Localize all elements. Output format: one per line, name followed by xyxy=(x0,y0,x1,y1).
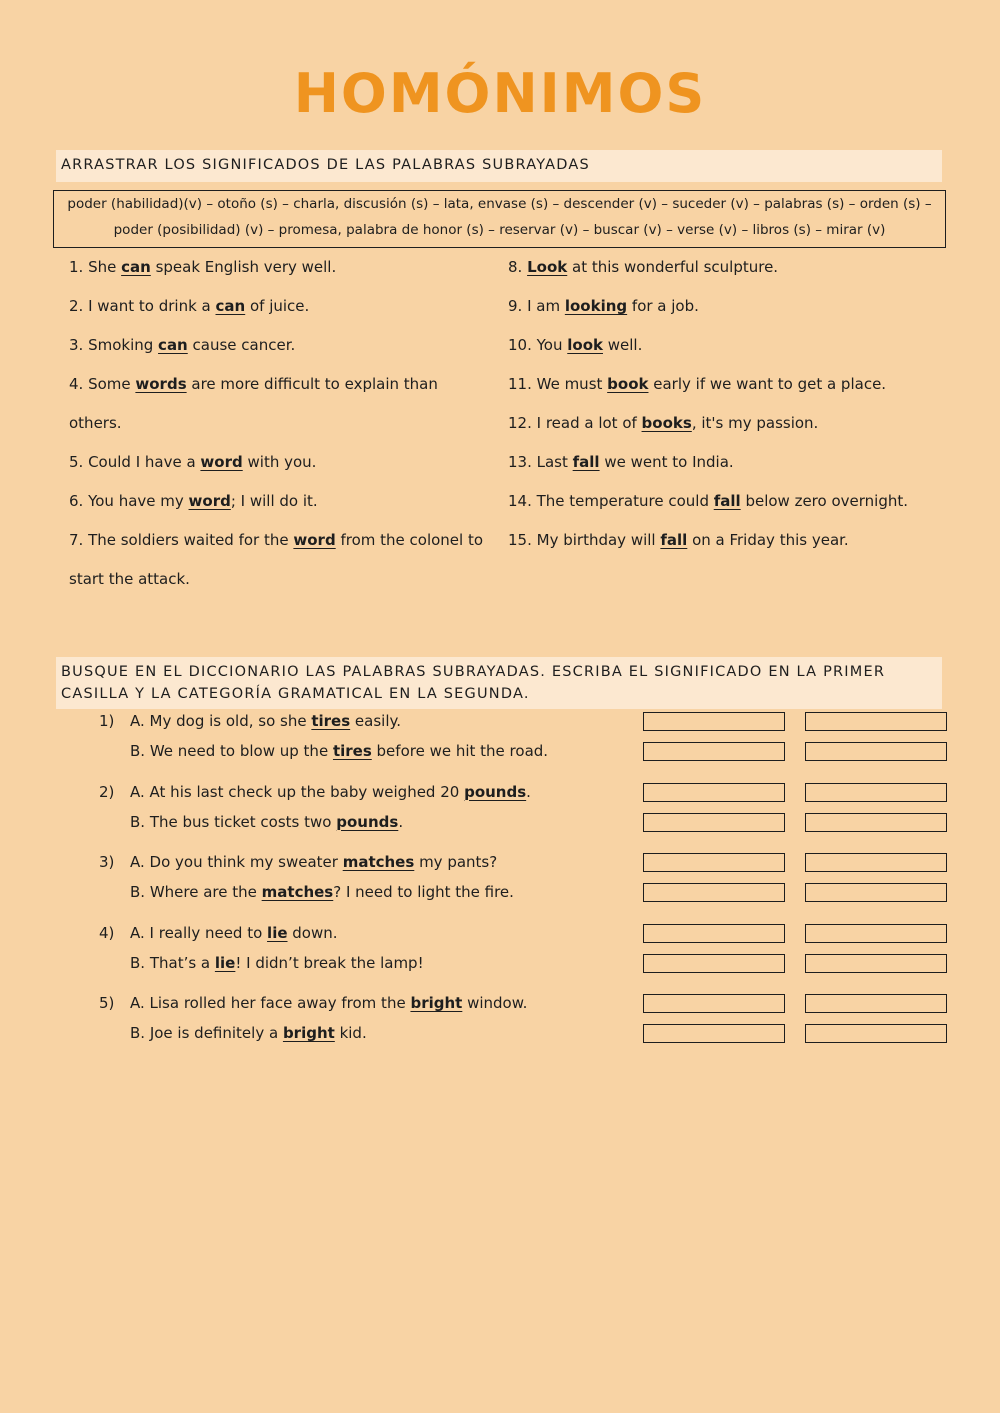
exercise-sentence xyxy=(130,924,338,942)
sentence-text: 13. Last xyxy=(508,453,573,471)
underlined-word: word xyxy=(293,531,336,549)
sentence-text: are more difficult to explain than xyxy=(186,375,438,393)
underlined-word: books xyxy=(641,414,692,432)
underlined-word: matches xyxy=(261,883,334,901)
sentence-text: , it's my passion. xyxy=(691,414,819,432)
exercise-row xyxy=(0,741,1000,763)
sentence-text: B. We need to blow up the xyxy=(130,742,333,760)
sentence-text: 3. Smoking xyxy=(69,336,159,354)
sentence xyxy=(508,411,948,450)
word-bank-line: poder (posibilidad) (v) – promesa, palabra de honor (s) – reservar (v) – buscar (v) – verse (v) – libros (s) – mirar (v) xyxy=(113,222,886,238)
sentence xyxy=(508,450,948,489)
exercise-sentence xyxy=(130,853,497,871)
exercise-row xyxy=(0,882,1000,904)
underlined-word: can xyxy=(158,336,188,354)
sentence-text: below zero overnight. xyxy=(740,492,908,510)
category-answer-box[interactable] xyxy=(805,783,947,802)
meaning-answer-box[interactable] xyxy=(643,994,785,1013)
category-answer-box[interactable] xyxy=(805,813,947,832)
sentence xyxy=(69,489,499,528)
meaning-answer-box[interactable] xyxy=(643,742,785,761)
exercise-row xyxy=(0,953,1000,975)
sentence-text: of juice. xyxy=(245,297,310,315)
sentence-text: . xyxy=(526,782,531,801)
exercise-number: 2) xyxy=(99,782,115,801)
exercise-sentence xyxy=(130,1024,367,1042)
right-sentences xyxy=(508,255,948,567)
exercise-number: 4) xyxy=(99,923,115,942)
sentence-text: window. xyxy=(462,994,528,1012)
category-answer-box[interactable] xyxy=(805,853,947,872)
sentence-text: start the attack. xyxy=(69,570,190,588)
exercise-row xyxy=(0,923,1000,945)
word-bank xyxy=(53,190,946,248)
sentence-text: B. That’s a xyxy=(130,953,215,972)
sentence-text: A. Do you think my sweater xyxy=(130,853,343,871)
exercise-sentence xyxy=(130,994,527,1012)
exercise-sentence xyxy=(130,813,403,831)
left-sentences xyxy=(69,255,499,606)
exercise-row xyxy=(0,993,1000,1015)
sentence-text: 14. The temperature could xyxy=(508,492,714,510)
sentence-text: B. Where are the xyxy=(130,883,262,901)
exercise-number: 5) xyxy=(99,994,115,1012)
sentence-text: well. xyxy=(602,336,643,354)
sentence-text: A. Lisa rolled her face away from the xyxy=(130,994,411,1012)
sentence-text: speak English very well. xyxy=(150,258,337,276)
sentence xyxy=(69,528,499,567)
sentence-text: . xyxy=(398,812,404,831)
underlined-word: bright xyxy=(282,1024,335,1042)
sentence-text: others. xyxy=(69,414,122,432)
sentence-text: at this wonderful sculpture. xyxy=(567,258,779,276)
sentence-text: 6. You have my xyxy=(69,492,189,510)
sentence xyxy=(508,489,948,528)
sentence-text: early if we want to get a place. xyxy=(648,375,887,393)
meaning-answer-box[interactable] xyxy=(643,1024,785,1043)
sentence-text: 12. I read a lot of xyxy=(508,414,642,432)
meaning-answer-box[interactable] xyxy=(643,853,785,872)
underlined-word: can xyxy=(215,297,246,315)
section2-heading-line: CASILLA Y LA CATEGORÍA GRAMATICAL EN LA SEGUNDA. xyxy=(61,686,530,702)
underlined-word: fall xyxy=(660,531,688,549)
underlined-word: looking xyxy=(564,297,628,315)
meaning-answer-box[interactable] xyxy=(643,954,785,973)
sentence-text: 5. Could I have a xyxy=(69,453,201,471)
category-answer-box[interactable] xyxy=(805,994,947,1013)
sentence-text: with you. xyxy=(242,453,317,471)
exercise-sentence xyxy=(130,883,514,901)
underlined-word: lie xyxy=(267,923,288,942)
sentence-text: 10. You xyxy=(508,336,568,354)
sentence-text: ! I didn’t break the lamp! xyxy=(235,953,424,972)
underlined-word: pounds xyxy=(464,782,527,801)
sentence-text: 9. I am xyxy=(508,297,565,315)
sentence-text: 7. The soldiers waited for the xyxy=(69,531,294,549)
exercise-sentence xyxy=(130,783,531,801)
underlined-word: words xyxy=(135,375,187,393)
section2-heading xyxy=(56,657,942,709)
underlined-word: pounds xyxy=(336,812,399,831)
category-answer-box[interactable] xyxy=(805,712,947,731)
section2-heading-line: BUSQUE EN EL DICCIONARIO LAS PALABRAS SUBRAYADAS. ESCRIBA EL SIGNIFICADO EN LA PRIMER xyxy=(61,664,886,680)
sentence-text: on a Friday this year. xyxy=(687,531,849,549)
meaning-answer-box[interactable] xyxy=(643,883,785,902)
sentence xyxy=(69,372,499,411)
sentence-text: 8. xyxy=(508,258,528,276)
underlined-word: fall xyxy=(713,492,741,510)
underlined-word: lie xyxy=(214,953,236,972)
category-answer-box[interactable] xyxy=(805,883,947,902)
sentence-text: before we hit the road. xyxy=(371,742,549,760)
sentence-text: A. I really need to xyxy=(130,923,268,942)
sentence-text: 4. Some xyxy=(69,375,136,393)
sentence xyxy=(508,333,948,372)
underlined-word: bright xyxy=(410,994,463,1012)
sentence-text: 11. We must xyxy=(508,375,608,393)
meaning-answer-box[interactable] xyxy=(643,813,785,832)
underlined-word: word xyxy=(188,492,231,510)
exercise-sentence xyxy=(130,742,548,760)
category-answer-box[interactable] xyxy=(805,1024,947,1043)
page-title: HOMÓNIMOS xyxy=(293,62,707,125)
exercise-row xyxy=(0,812,1000,834)
sentence xyxy=(69,294,499,333)
sentence-text: 15. My birthday will xyxy=(508,531,661,549)
exercise-number: 1) xyxy=(99,712,115,730)
sentence-text: from the colonel to xyxy=(335,531,484,549)
sentence-text: easily. xyxy=(350,712,402,730)
exercise-sentence xyxy=(130,712,401,730)
meaning-answer-box[interactable] xyxy=(643,924,785,943)
sentence xyxy=(69,333,499,372)
sentence-text: my pants? xyxy=(414,853,498,871)
sentence-text: down. xyxy=(287,923,338,942)
category-answer-box[interactable] xyxy=(805,954,947,973)
sentence-text: we went to India. xyxy=(599,453,734,471)
sentence-text: for a job. xyxy=(627,297,699,315)
sentence-text: A. My dog is old, so she xyxy=(130,712,312,730)
underlined-word: tires xyxy=(332,742,372,760)
section1-heading: ARRASTRAR LOS SIGNIFICADOS DE LAS PALABRAS SUBRAYADAS xyxy=(56,150,942,182)
underlined-word: word xyxy=(200,453,243,471)
sentence-text: B. Joe is definitely a xyxy=(130,1024,283,1042)
exercise-row xyxy=(0,711,1000,733)
sentence-text: 2. I want to drink a xyxy=(69,297,216,315)
underlined-word: look xyxy=(567,336,603,354)
category-answer-box[interactable] xyxy=(805,742,947,761)
sentence-text: ? I need to light the fire. xyxy=(333,883,514,901)
sentence-text: B. The bus ticket costs two xyxy=(130,812,337,831)
sentence-text: A. At his last check up the baby weighed 20 xyxy=(130,782,465,801)
meaning-answer-box[interactable] xyxy=(643,783,785,802)
underlined-word: fall xyxy=(572,453,600,471)
sentence xyxy=(69,411,499,450)
underlined-word: matches xyxy=(342,853,415,871)
sentence-text: 1. She xyxy=(69,258,122,276)
sentence xyxy=(69,450,499,489)
meaning-answer-box[interactable] xyxy=(643,712,785,731)
sentence xyxy=(69,255,499,294)
exercise-row xyxy=(0,1023,1000,1045)
word-bank-line: poder (habilidad)(v) – otoño (s) – charla, discusión (s) – lata, envase (s) – descender (v) – suceder (v) – palabras (s) – orden (s) – xyxy=(67,196,932,212)
underlined-word: Look xyxy=(527,258,568,276)
sentence-text: ; I will do it. xyxy=(230,492,318,510)
exercise-number: 3) xyxy=(99,853,115,871)
sentence xyxy=(508,255,948,294)
exercise-sentence xyxy=(130,954,424,972)
underlined-word: can xyxy=(121,258,151,276)
sentence xyxy=(508,528,948,567)
sentence xyxy=(508,372,948,411)
underlined-word: tires xyxy=(311,712,351,730)
category-answer-box[interactable] xyxy=(805,924,947,943)
sentence xyxy=(69,567,499,606)
sentence-text: kid. xyxy=(334,1024,367,1042)
exercise-row xyxy=(0,782,1000,804)
underlined-word: book xyxy=(607,375,649,393)
sentence-text: cause cancer. xyxy=(187,336,296,354)
sentence xyxy=(508,294,948,333)
exercise-row xyxy=(0,852,1000,874)
